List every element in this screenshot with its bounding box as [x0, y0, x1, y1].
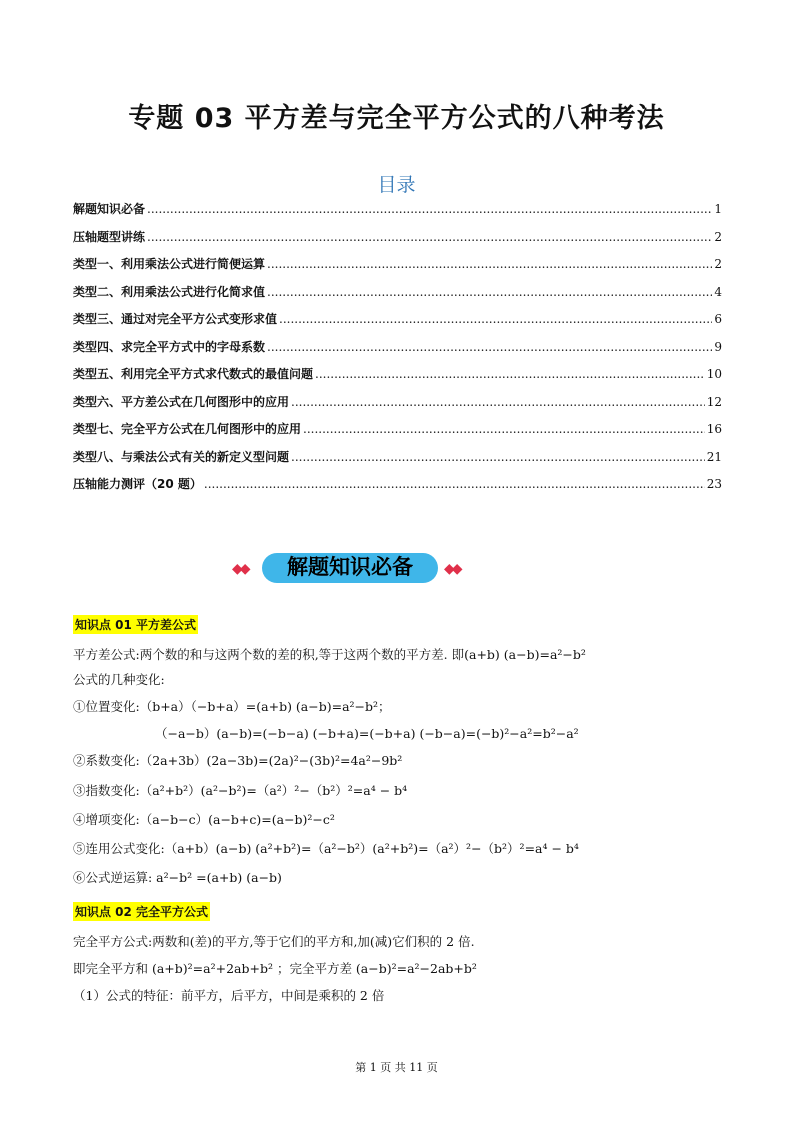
kp1-line: 平方差公式:两个数的和与这两个数的差的积,等于这两个数的平方差. 即(a+b) (a−b)=a²−b² — [73, 647, 586, 662]
toc-page-number: 4 — [714, 284, 722, 299]
diamond-left-icon: ◆◆ — [232, 561, 248, 577]
toc-label: 类型二、利用乘法公式进行化简求值 — [73, 284, 266, 299]
toc-page-number: 6 — [714, 312, 722, 326]
toc-leader-dots — [147, 202, 712, 216]
toc-row[interactable] — [73, 420, 722, 448]
toc-row[interactable] — [73, 228, 722, 256]
kp1-line: ⑥公式逆运算: a²−b² =(a+b) (a−b) — [73, 870, 282, 885]
toc-row[interactable] — [73, 255, 722, 283]
kp1-line: ①位置变化:（b+a）（−b+a）=(a+b) (a−b)=a²−b²； — [73, 699, 391, 714]
kp1-line: ⑤连用公式变化:（a+b）(a−b) (a²+b²)=（a²−b²）(a²+b²)=（a²）²−（b²）²=a⁴ − b⁴ — [73, 841, 579, 856]
toc-row[interactable] — [73, 338, 722, 366]
section-banner — [232, 551, 472, 587]
kp2-line: 即完全平方和 (a+b)²=a²+2ab+b² ；完全平方差 (a−b)²=a²−2ab+b² — [73, 961, 477, 976]
toc-page-number: 2 — [714, 229, 722, 244]
toc-heading: 目录 — [377, 174, 416, 196]
kp1-line: ②系数变化:（2a+3b）(2a−3b)=(2a)²−(3b)²=4a²−9b² — [73, 753, 403, 768]
page-footer: 第 1 页 共 11 页 — [355, 1061, 438, 1074]
toc-leader-dots — [204, 477, 705, 491]
toc-leader-dots — [291, 395, 705, 409]
kp1-line: 公式的几种变化: — [73, 672, 165, 687]
toc-row[interactable] — [73, 200, 722, 228]
knowledge-point-2-tag: 知识点 02 完全平方公式 — [73, 902, 210, 921]
toc-label: 解题知识必备 — [73, 202, 146, 216]
toc-leader-dots — [147, 230, 712, 244]
toc-label: 类型八、与乘法公式有关的新定义型问题 — [73, 449, 290, 464]
toc-page-number: 2 — [714, 257, 722, 271]
toc-leader-dots — [291, 450, 705, 464]
toc-leader-dots — [279, 312, 712, 326]
toc-label: 类型六、平方差公式在几何图形中的应用 — [73, 394, 290, 409]
toc-label: 类型五、利用完全平方式求代数式的最值问题 — [73, 367, 314, 381]
toc-page-number: 12 — [706, 394, 722, 409]
toc-label: 类型一、利用乘法公式进行简便运算 — [73, 257, 266, 271]
toc-row[interactable] — [73, 283, 722, 311]
diamond-right-icon: ◆◆ — [444, 561, 460, 577]
knowledge-point-1-tag: 知识点 01 平方差公式 — [73, 615, 198, 634]
toc-label: 压轴题型讲练 — [73, 229, 146, 244]
toc-page-number: 10 — [706, 367, 722, 381]
table-of-contents — [73, 200, 722, 503]
toc-row[interactable] — [73, 365, 722, 393]
toc-leader-dots — [267, 340, 712, 354]
toc-leader-dots — [267, 257, 712, 271]
toc-leader-dots — [303, 422, 705, 436]
toc-label: 类型三、通过对完全平方公式变形求值 — [73, 312, 278, 326]
toc-row[interactable] — [73, 475, 722, 503]
banner-title: 解题知识必备 — [287, 555, 413, 579]
kp1-line: ③指数变化:（a²+b²）(a²−b²)=（a²）²−（b²）²=a⁴ − b⁴ — [73, 783, 408, 798]
toc-page-number: 23 — [706, 477, 722, 491]
kp1-line: ④增项变化:（a−b−c）(a−b+c)=(a−b)²−c² — [73, 812, 335, 827]
toc-label: 压轴能力测评（20 题） — [73, 477, 202, 491]
toc-page-number: 16 — [706, 422, 722, 436]
toc-page-number: 9 — [714, 339, 722, 354]
toc-leader-dots — [315, 367, 705, 381]
toc-page-number: 1 — [714, 202, 722, 216]
toc-row[interactable] — [73, 393, 722, 421]
toc-row[interactable] — [73, 310, 722, 338]
toc-page-number: 21 — [706, 449, 722, 464]
toc-row[interactable] — [73, 448, 722, 476]
kp2-line: （1）公式的特征：前平方，后平方，中间是乘积的 2 倍 — [73, 988, 385, 1003]
toc-leader-dots — [267, 285, 712, 299]
kp1-line: （−a−b）(a−b)=(−b−a) (−b+a)=(−b+a) (−b−a)=(−b)²−a²=b²−a² — [155, 726, 579, 741]
toc-label: 类型七、完全平方公式在几何图形中的应用 — [73, 422, 302, 436]
page-title: 专题 03 平方差与完全平方公式的八种考法 — [128, 103, 665, 134]
toc-label: 类型四、求完全平方式中的字母系数 — [73, 339, 266, 354]
kp2-line: 完全平方公式:两数和(差)的平方,等于它们的平方和,加(减)它们积的 2 倍. — [73, 934, 475, 949]
